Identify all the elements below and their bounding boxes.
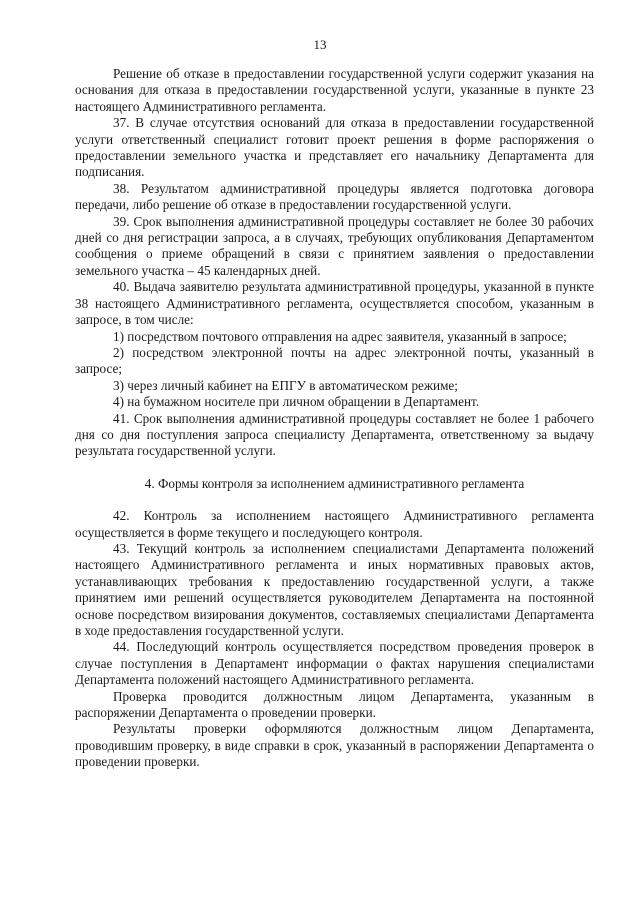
paragraph-41: 41. Срок выполнения административной процедуры составляет не более 1 рабочего дня со дня поступления запроса специалисту Департамента, ответственному за выдачу результата государственной услуги.: [75, 410, 594, 459]
paragraph-38: 38. Результатом административной процедуры является подготовка договора передачи, либо решение об отказе в предоставлении государственной услуги.: [75, 180, 594, 213]
paragraph-40: 40. Выдача заявителю результата административной процедуры, указанной в пункте 38 настоящего Административного регламента, осуществляется способом, указанным в запросе, в том числе:: [75, 279, 594, 328]
paragraph-44: 44. Последующий контроль осуществляется посредством проведения проверок в случае поступления в Департамент информации о фактах нарушения специалистами Департамента положений настоящего Административного регламента.: [75, 639, 594, 688]
document-body: [75, 66, 594, 771]
section-heading: 4. Формы контроля за исполнением административного регламента: [144, 475, 525, 491]
list-item-4: 4) на бумажном носителе при личном обращении в Департамент.: [113, 394, 480, 410]
paragraph-42: 42. Контроль за исполнением настоящего Административного регламента осуществляется в форме текущего и последующего контроля.: [75, 508, 594, 540]
list-item-3: 3) через личный кабинет на ЕПГУ в автоматическом режиме;: [113, 377, 458, 393]
paragraph-37: 37. В случае отсутствия оснований для отказа в предоставлении государственной услуги ответственный специалист готовит проект решения в форме распоряжения о предоставлении земельного участка и представляет его начальнику Департамента для подписания.: [75, 115, 594, 180]
page-number: 13: [313, 37, 327, 52]
paragraph-43: 43. Текущий контроль за исполнением специалистами Департамента положений настоящего Административного регламента и иных нормативных правовых актов, устанавливающих требования к предоставлению государственной услуги, а также принятием ими решений осуществляется руководителем Департамента на постоянной основе посредством визирования документов, составляемых специалистами Департамента в ходе предоставления государственной услуги.: [75, 540, 594, 638]
paragraph-inspection-results: Результаты проверки оформляются должностным лицом Департамента, проводившим проверку, в виде справки в срок, указанный в распоряжении Департамента о проведении проверки.: [75, 721, 594, 770]
paragraph-inspection-conducted: Проверка проводится должностным лицом Департамента, указанным в распоряжении Департамента о проведении проверки.: [75, 688, 594, 721]
list-item-2: 2) посредством электронной почты на адрес электронной почты, указанный в запросе;: [75, 344, 594, 377]
list-item-1: 1) посредством почтового отправления на адрес заявителя, указанный в запросе;: [113, 328, 567, 344]
paragraph-refusal-decision: Решение об отказе в предоставлении государственной услуги содержит указания на основания для отказа в предоставлении государственной услуги, указанные в пункте 23 настоящего Административного регламента.: [75, 66, 594, 114]
paragraph-39: 39. Срок выполнения административной процедуры составляет не более 30 рабочих дней со дня регистрации запроса, а в случаях, требующих опубликования Департаментом сообщения о приеме обращений в связи с принятием заявления о предоставлении земельного участка – 45 календарных дней.: [75, 213, 594, 278]
